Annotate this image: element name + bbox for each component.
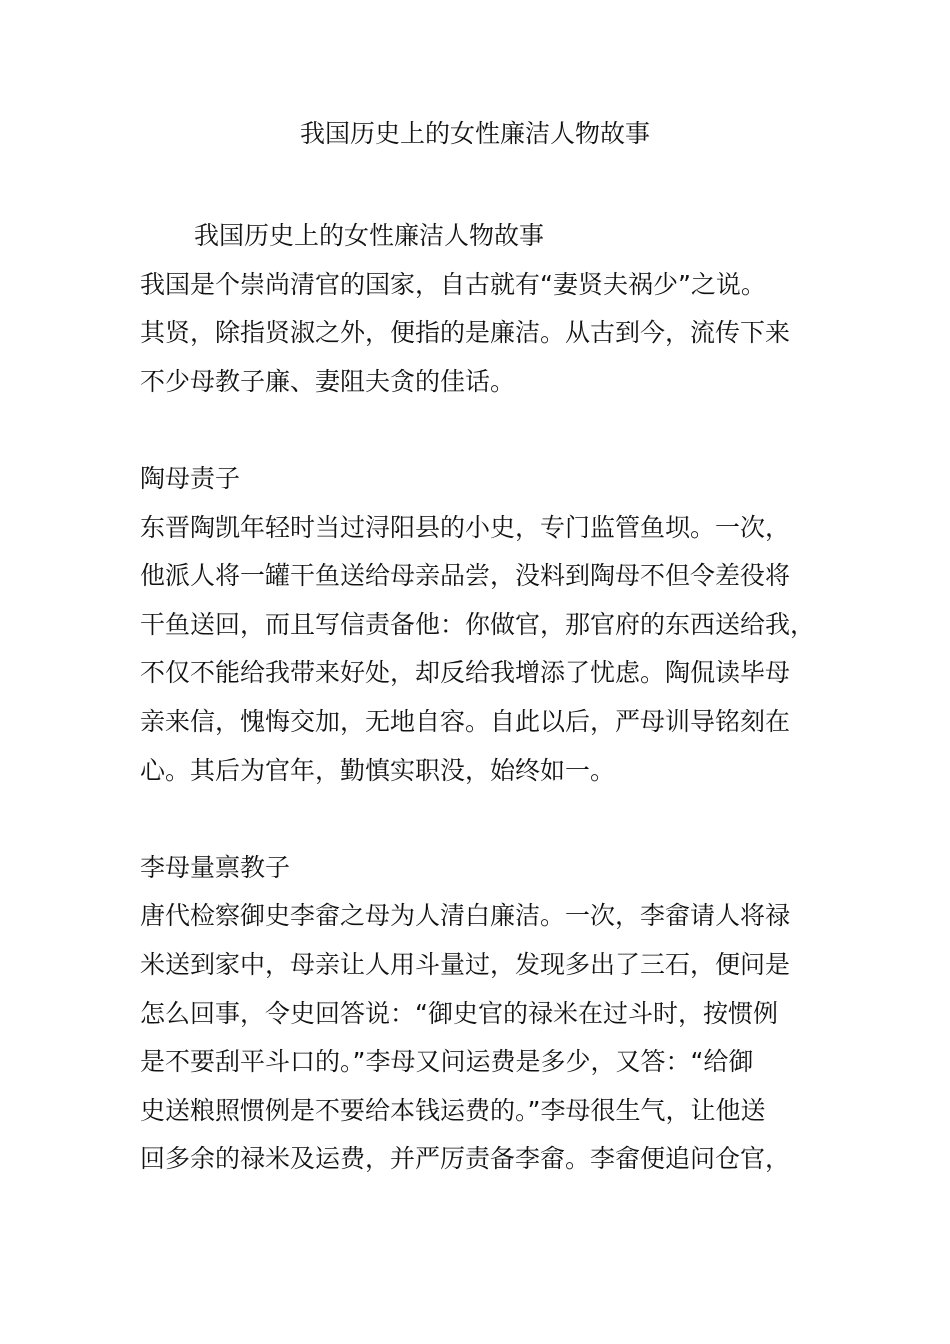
section-heading: 李母量禀教子 bbox=[140, 852, 291, 882]
intro-line: 其贤，除指贤淑之外，便指的是廉洁。从古到今，流传下来 bbox=[140, 318, 791, 348]
section-line: 怎么回事，令史回答说：“御史官的禄米在过斗时，按惯例 bbox=[140, 998, 778, 1028]
document-body bbox=[140, 212, 830, 1184]
section-line: 干鱼送回，而且写信责备他：你做官，那官府的东西送给我， bbox=[140, 609, 816, 639]
section-line: 是不要刮平斗口的。”李母又问运费是多少，又答：“给御 bbox=[140, 1047, 754, 1077]
section-line: 东晋陶凯年轻时当过浔阳县的小史，专门监管鱼坝。一次， bbox=[140, 512, 791, 542]
section-line: 心。其后为官年，勤慎实职没，始终如一。 bbox=[140, 755, 616, 785]
paragraph-gap bbox=[140, 406, 830, 455]
section-line: 他派人将一罐干鱼送给母亲品尝，没料到陶母不但令差役将 bbox=[140, 561, 791, 591]
section-line: 不仅不能给我带来好处，却反给我增添了忧虑。陶侃读毕母 bbox=[140, 658, 791, 688]
section-line: 唐代检察御史李畲之母为人清白廉洁。一次，李畲请人将禄 bbox=[140, 901, 791, 931]
section-line: 亲来信，愧悔交加，无地自容。自此以后，严母训导铭刻在 bbox=[140, 706, 791, 736]
document-subtitle: 我国历史上的女性廉洁人物故事 bbox=[194, 221, 545, 250]
section-line: 米送到家中，母亲让人用斗量过，发现多出了三石，便问是 bbox=[140, 949, 791, 979]
document-title: 我国历史上的女性廉洁人物故事 bbox=[299, 119, 650, 148]
intro-line: 我国是个崇尚清官的国家，自古就有“妻贤夫祸少”之说。 bbox=[140, 269, 766, 299]
intro-line: 不少母教子廉、妻阻夫贪的佳话。 bbox=[140, 366, 516, 396]
section-line: 回多余的禄米及运费，并严厉责备李畲。李畲便追问仓官， bbox=[140, 1144, 791, 1174]
section-line: 史送粮照惯例是不要给本钱运费的。”李母很生气，让他送 bbox=[140, 1095, 766, 1125]
section-heading: 陶母责子 bbox=[140, 463, 241, 493]
paragraph-gap bbox=[140, 795, 830, 844]
